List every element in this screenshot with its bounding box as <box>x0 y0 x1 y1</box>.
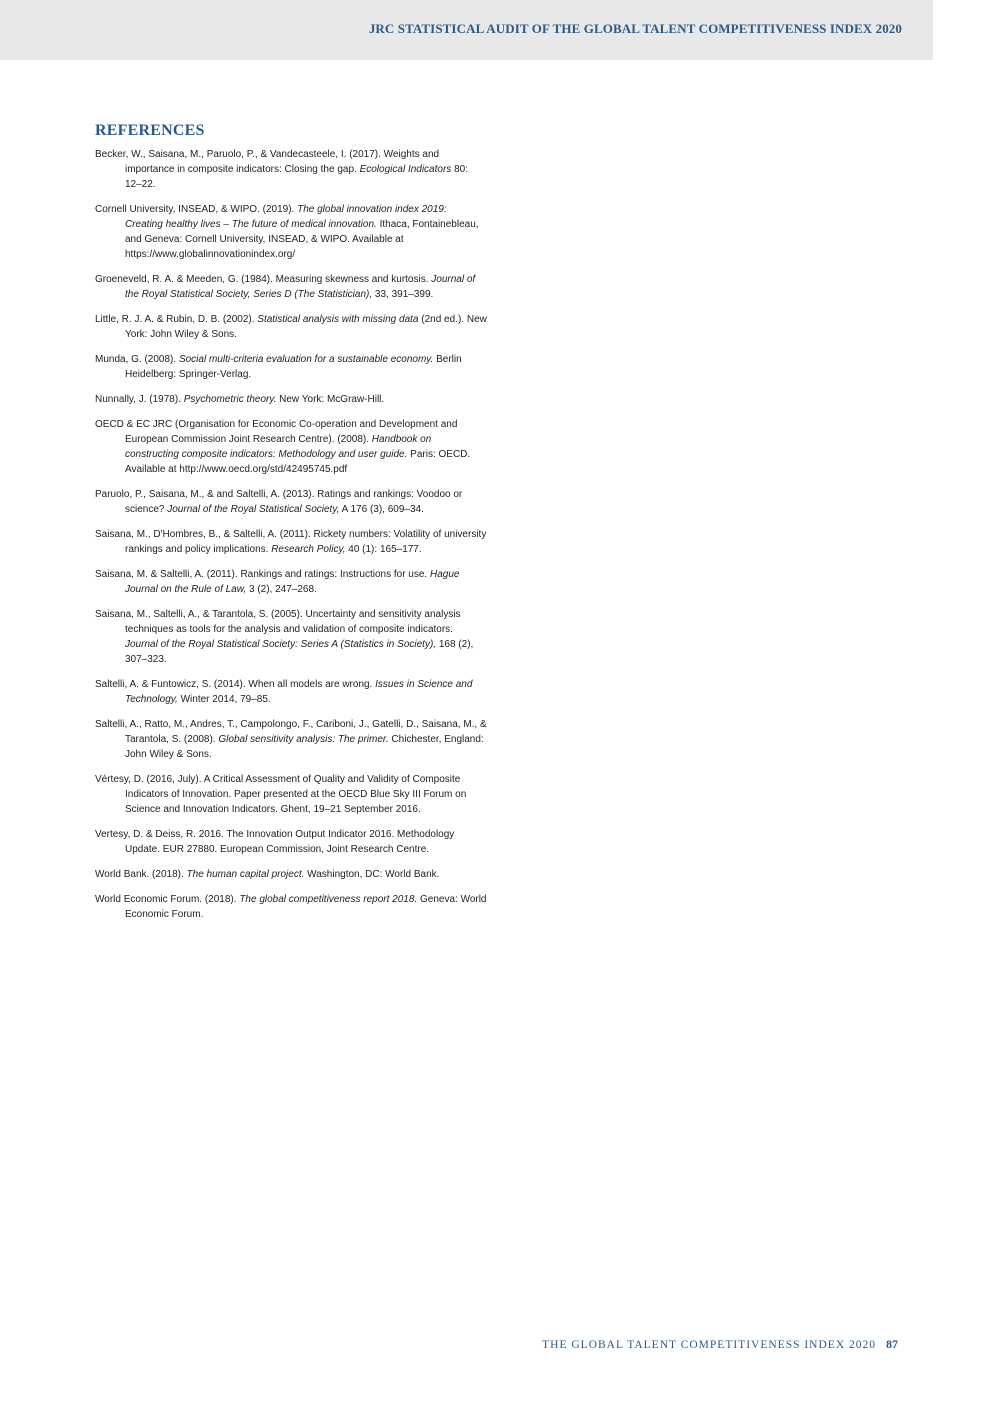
reference-text-segment: 33, 391–399. <box>372 289 434 300</box>
reference-text-segment: Saltelli, A., Ratto, M., Andres, T., Campolongo, F., Cariboni, J., Gatelli, D., Saisana, M., & Tarantola, S. (2008). <box>95 719 487 745</box>
reference-italic-segment: Global sensitivity analysis: The primer. <box>218 734 389 745</box>
reference-text-segment: Vertesy, D. & Deiss, R. 2016. The Innovation Output Indicator 2016. Methodology Update. EUR 27880. European Commission, Joint Research Centre. <box>95 829 455 855</box>
reference-text-segment: Washington, DC: World Bank. <box>304 869 440 880</box>
reference-text-segment: Geneva: World Economic Forum. <box>125 894 487 920</box>
header-band <box>0 0 933 60</box>
reference-entry <box>95 867 487 882</box>
reference-text-segment: Saltelli, A. & Funtowicz, S. (2014). When all models are wrong. <box>95 679 376 690</box>
reference-text-segment: World Economic Forum. (2018). <box>95 894 240 905</box>
reference-entry <box>95 487 487 517</box>
reference-text-segment: 80: 12–22. <box>125 164 468 190</box>
reference-text-segment: Cornell University, INSEAD, & WIPO. (2019). <box>95 204 298 215</box>
reference-text-segment: Little, R. J. A. & Rubin, D. B. (2002). <box>95 314 258 325</box>
running-header-title: JRC STATISTICAL AUDIT OF THE GLOBAL TALENT COMPETITIVENESS INDEX 2020 <box>368 21 902 36</box>
reference-entry <box>95 352 487 382</box>
reference-text-segment: Munda, G. (2008). <box>95 354 179 365</box>
reference-entry <box>95 892 487 922</box>
reference-text-segment: 40 (1): 165–177. <box>345 544 422 555</box>
reference-text-segment: Chichester, England: John Wiley & Sons. <box>125 734 484 760</box>
reference-text-segment: Saisana, M., D'Hombres, B., & Saltelli, A. (2011). Rickety numbers: Volatility of university rankings and policy implications. <box>95 529 487 555</box>
page-footer <box>542 1335 898 1353</box>
reference-text-segment: Vértesy, D. (2016, July). A Critical Assessment of Quality and Validity of Composite Indicators of Innovation. Paper presented at the OECD Blue Sky III Forum on Science and Innovation Indicators. Ghent, 19–21 September 2016. <box>95 774 467 815</box>
reference-entry <box>95 827 487 857</box>
reference-italic-segment: Research Policy, <box>271 544 346 555</box>
reference-entry <box>95 772 487 817</box>
reference-italic-segment: Issues in Science and Technology, <box>125 679 473 705</box>
reference-text-segment: Paruolo, P., Saisana, M., & and Saltelli, A. (2013). Ratings and rankings: Voodoo or science? <box>95 489 463 515</box>
reference-entry <box>95 272 487 302</box>
reference-text-segment: New York: McGraw-Hill. <box>276 394 385 405</box>
reference-text-segment: OECD & EC JRC (Organisation for Economic Co-operation and Development and European Commission Joint Research Centre). (2008). <box>95 419 458 445</box>
reference-italic-segment: Psychometric theory. <box>183 394 277 405</box>
reference-text-segment: 168 (2), 307–323. <box>125 639 474 665</box>
reference-entry <box>95 717 487 762</box>
reference-text-segment: (2nd ed.). New York: John Wiley & Sons. <box>125 314 487 340</box>
reference-italic-segment: Social multi-criteria evaluation for a sustainable economy. <box>178 354 434 365</box>
reference-italic-segment: Ecological Indicators <box>359 164 452 175</box>
page-number: 87 <box>886 1337 898 1351</box>
reference-text-segment: World Bank. (2018). <box>95 869 187 880</box>
reference-entry <box>95 147 487 192</box>
reference-italic-segment: The human capital project. <box>186 869 305 880</box>
reference-text-segment: A 176 (3), 609–34. <box>339 504 424 515</box>
reference-entry <box>95 527 487 557</box>
references-list <box>95 147 487 922</box>
reference-italic-segment: Journal of the Royal Statistical Society, <box>167 504 340 515</box>
reference-text-segment: Saisana, M., Saltelli, A., & Tarantola, S. (2005). Uncertainty and sensitivity analysis techniques as tools for the analysis and validation of composite indicators. <box>95 609 461 635</box>
reference-italic-segment: Journal of the Royal Statistical Society: Series A (Statistics in Society), <box>125 639 437 650</box>
reference-text-segment: 3 (2), 247–268. <box>246 584 317 595</box>
reference-italic-segment: Hague Journal on the Rule of Law, <box>125 569 460 595</box>
reference-entry <box>95 417 487 477</box>
reference-entry <box>95 567 487 597</box>
reference-italic-segment: Journal of the Royal Statistical Society, Series D (The Statistician), <box>125 274 476 300</box>
reference-text-segment: Ithaca, Fontainebleau, and Geneva: Cornell University, INSEAD, & WIPO. Available at https://www.globalinnovationindex.org/ <box>125 219 479 260</box>
reference-entry <box>95 312 487 342</box>
reference-italic-segment: Statistical analysis with missing data <box>257 314 419 325</box>
reference-italic-segment: Handbook on constructing composite indicators: Methodology and user guide. <box>125 434 432 460</box>
reference-text-segment: Saisana, M. & Saltelli, A. (2011). Rankings and ratings: Instructions for use. <box>95 569 430 580</box>
references-heading: REFERENCES <box>95 122 205 139</box>
references-section <box>95 122 487 932</box>
reference-entry <box>95 202 487 262</box>
reference-entry <box>95 392 487 407</box>
reference-text-segment: Winter 2014, 79–85. <box>177 694 271 705</box>
reference-entry <box>95 607 487 667</box>
reference-italic-segment: The global innovation index 2019: Creating healthy lives – The future of medical innovation. <box>125 204 447 230</box>
reference-text-segment: Berlin Heidelberg: Springer-Verlag. <box>125 354 462 380</box>
footer-title: THE GLOBAL TALENT COMPETITIVENESS INDEX 2020 <box>542 1339 876 1351</box>
reference-entry <box>95 677 487 707</box>
reference-text-segment: Becker, W., Saisana, M., Paruolo, P., & Vandecasteele, I. (2017). Weights and importance in composite indicators: Closing the gap. <box>95 149 440 175</box>
reference-text-segment: Nunnally, J. (1978). <box>95 394 184 405</box>
reference-italic-segment: The global competitiveness report 2018. <box>239 894 418 905</box>
reference-text-segment: Groeneveld, R. A. & Meeden, G. (1984). Measuring skewness and kurtosis. <box>95 274 432 285</box>
reference-text-segment: Paris: OECD. Available at http://www.oecd.org/std/42495745.pdf <box>125 449 471 475</box>
